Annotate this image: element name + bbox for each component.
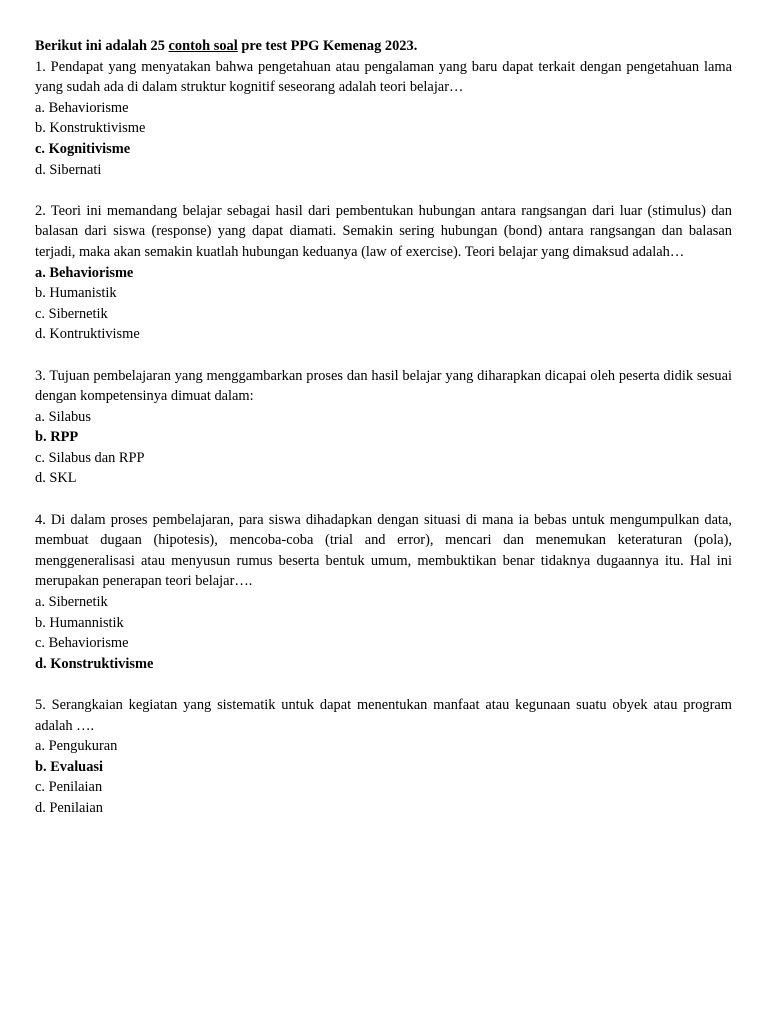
option-b-answer: b. RPP bbox=[35, 429, 79, 446]
question-2 bbox=[35, 201, 732, 345]
option-a: a. Pengukuran bbox=[35, 738, 118, 755]
option-d: d. SKL bbox=[35, 470, 77, 487]
option-c: c. Behaviorisme bbox=[35, 635, 129, 652]
question-5 bbox=[35, 695, 732, 819]
option-a: a. Sibernetik bbox=[35, 594, 108, 611]
question-4 bbox=[35, 510, 732, 675]
question-text: 4. Di dalam proses pembelajaran, para siswa dihadapkan dengan situasi di mana ia bebas untuk mengumpulkan data, membuat dugaan (hipotesis), mencoba-coba (trial and error), mencari dan menemukan keteraturan (pola), menggeneralisasi atau menyusun rumus beserta bentuk umum, membuktikan benar tidaknya dugaannya itu. Hal ini merupakan penerapan teori belajar…. bbox=[35, 511, 732, 590]
option-d: d. Sibernati bbox=[35, 161, 102, 178]
option-d: d. Penilaian bbox=[35, 799, 103, 816]
option-a-answer: a. Behaviorisme bbox=[35, 264, 134, 281]
document-page bbox=[35, 36, 732, 839]
option-a: a. Behaviorisme bbox=[35, 99, 129, 116]
question-text: 2. Teori ini memandang belajar sebagai hasil dari pembentukan hubungan antara rangsangan dari luar (stimulus) dan balasan dari siswa (response) yang dapat diamati. Semakin sering hubungan (bond) antara rangsangan dan balasan terjadi, maka akan semakin kuatlah hubungan keduanya (law of exercise). Teori belajar yang dimaksud adalah… bbox=[35, 202, 732, 260]
option-b: b. Humannistik bbox=[35, 614, 124, 631]
heading-underlined-text: contoh soal bbox=[168, 38, 238, 54]
question-text: 5. Serangkaian kegiatan yang sistematik untuk dapat menentukan manfaat atau kegunaan suatu obyek atau program adalah …. bbox=[35, 697, 732, 734]
question-text: 3. Tujuan pembelajaran yang menggambarkan proses dan hasil belajar yang diharapkan dicapai oleh peserta didik sesuai dengan kompetensinya dimuat dalam: bbox=[35, 367, 732, 405]
option-d-answer: d. Konstruktivisme bbox=[35, 655, 154, 672]
option-c-answer: c. Kognitivisme bbox=[35, 140, 131, 157]
question-3 bbox=[35, 366, 732, 490]
option-c: c. Penilaian bbox=[35, 779, 103, 796]
option-b-answer: b. Evaluasi bbox=[35, 758, 103, 775]
option-a: a. Silabus bbox=[35, 408, 91, 425]
heading-text-end: pre test PPG Kemenag 2023. bbox=[237, 38, 418, 54]
option-b: b. Konstruktivisme bbox=[35, 120, 146, 137]
option-b: b. Humanistik bbox=[35, 285, 117, 302]
heading-text-start: Berikut ini adalah 25 bbox=[35, 38, 169, 54]
option-d: d. Kontruktivisme bbox=[35, 326, 140, 343]
option-c: c. Sibernetik bbox=[35, 305, 108, 322]
option-c: c. Silabus dan RPP bbox=[35, 449, 145, 466]
question-1 bbox=[35, 57, 732, 181]
question-text: 1. Pendapat yang menyatakan bahwa pengetahuan atau pengalaman yang baru dapat terkait dengan pengetahuan lama yang sudah ada di dalam struktur kognitif seseorang adalah teori belajar… bbox=[35, 58, 732, 96]
document-heading bbox=[35, 36, 732, 57]
